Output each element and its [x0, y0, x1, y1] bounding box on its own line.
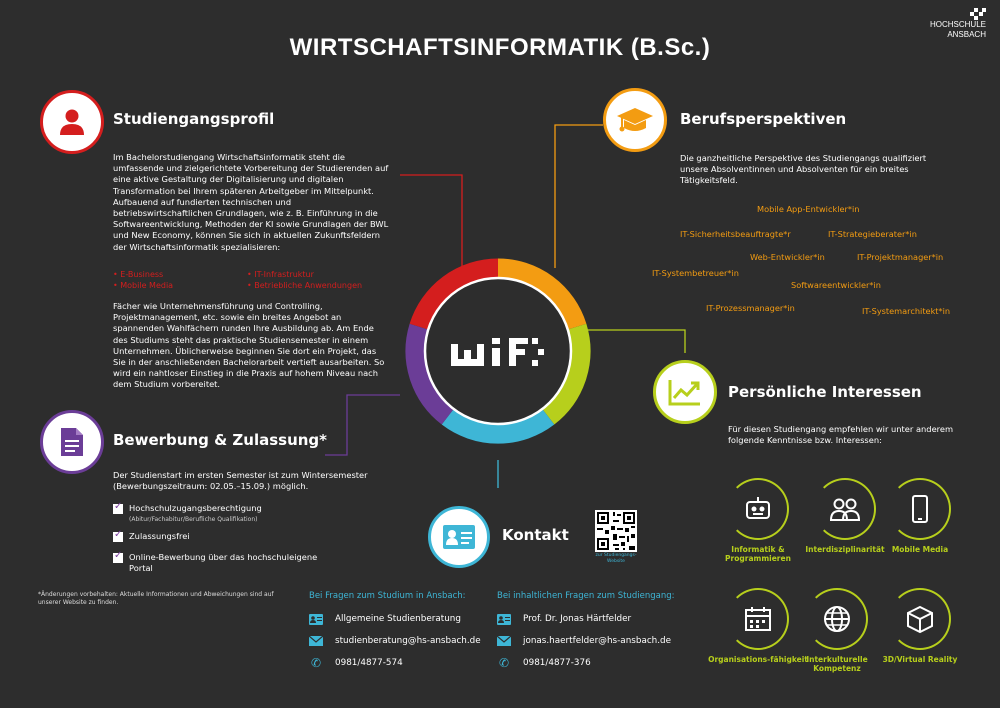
mail-icon [497, 635, 511, 647]
qr-caption: zur Studiengangs-Website [595, 553, 637, 564]
contact-left-heading: Bei Fragen zum Studium in Ansbach: [309, 591, 466, 601]
contact-right-name-row [497, 613, 631, 625]
logo-line2: ANSBACH [947, 30, 986, 39]
job-item: IT-Strategieberater*in [828, 229, 917, 239]
checkbox-icon [113, 553, 123, 563]
document-icon [40, 410, 104, 474]
id-card-icon [497, 613, 511, 625]
phone-icon: ✆ [498, 656, 510, 670]
profile-heading: Studiengangsprofil [113, 110, 275, 128]
qr-code[interactable] [595, 510, 637, 552]
interest-label: Informatik & Programmieren [725, 545, 791, 563]
page-title: WIRTSCHAFTSINFORMATIK (B.Sc.) [289, 34, 711, 61]
interest-label: Mobile Media [891, 545, 949, 554]
wif-ring-logo [405, 258, 591, 444]
interest-label: Organisations-fähigkeit [708, 655, 808, 664]
footnote: *Änderungen vorbehalten: Aktuelle Informationen und Abweichungen sind auf unserer Website zu finden. [38, 591, 274, 606]
requirements-list [113, 503, 343, 574]
contact-right-email[interactable]: jonas.haertfelder@hs-ansbach.de [523, 636, 672, 646]
interests-text: Für diesen Studiengang empfehlen wir unter anderem folgende Kenntnisse bzw. Interessen: [728, 424, 954, 446]
checkbox-icon [113, 532, 123, 542]
job-item: Mobile App-Entwickler*in [757, 204, 860, 214]
focus-item: • E-Business [113, 270, 164, 279]
graduation-cap-icon [603, 88, 667, 152]
focus-item: • IT-Infrastruktur [247, 270, 314, 279]
application-text: Der Studienstart im ersten Semester ist zum Wintersemester (Bewerbungszeitraum: 02.05.–15.09.) möglich. [113, 470, 368, 492]
interest-label: Interkulturelle Kompetenz [806, 655, 868, 673]
contact-right-email-row [497, 635, 671, 647]
interests-heading: Persönliche Interessen [728, 383, 922, 401]
requirement-sub: (Abitur/Fachabitur/Berufliche Qualifikation) [129, 516, 258, 523]
logo-line1: HOCHSCHULE [929, 20, 986, 29]
requirement-item [113, 503, 343, 525]
id-card-icon [309, 613, 323, 625]
requirement-item [113, 531, 343, 542]
job-item: Web-Entwickler*in [750, 252, 825, 262]
contact-left-email[interactable]: studienberatung@hs-ansbach.de [335, 636, 481, 646]
contact-right-phone[interactable]: 0981/4877-376 [523, 658, 591, 668]
contact-left-phone[interactable]: 0981/4877-574 [335, 658, 403, 668]
robot-icon [727, 478, 789, 540]
application-heading: Bewerbung & Zulassung* [113, 431, 328, 449]
focus-list-left [113, 269, 173, 291]
requirement-label: Hochschulzugangsberechtigung [129, 503, 262, 513]
contact-left-name-row [309, 613, 461, 625]
requirement-label: Online-Bewerbung über das hochschuleigene Portal [129, 552, 318, 573]
interest-label: Interdisziplinarität [805, 545, 885, 554]
contact-heading: Kontakt [502, 526, 569, 544]
checkbox-icon [113, 504, 123, 514]
interest-item [708, 478, 808, 563]
focus-list-right [247, 269, 362, 291]
smartphone-icon [889, 478, 951, 540]
cube-icon [889, 588, 951, 650]
job-item: IT-Projektmanager*in [857, 252, 944, 262]
contact-right-name: Prof. Dr. Jonas Härtfelder [523, 614, 632, 624]
job-item: IT-Systemarchitekt*in [862, 306, 951, 316]
job-item: Softwareentwickler*in [791, 280, 881, 290]
contact-right-phone-row [497, 657, 591, 669]
contact-right-heading: Bei inhaltlichen Fragen zum Studiengang: [497, 591, 675, 601]
job-item: IT-Systembetreuer*in [652, 268, 739, 278]
requirement-item [113, 552, 343, 574]
contact-left-phone-row [309, 657, 403, 669]
career-heading: Berufsperspektiven [680, 110, 847, 128]
profile-intro: Im Bachelorstudiengang Wirtschaftsinformatik steht die umfassende und zielgerichtete Vorbereitung der Studierenden auf eine aktive Gestaltung der Digitalisierung und digitalen Transformation bei Ihrem späteren Arbeitgeber im Mittelpunkt. Aufbauend auf fundierten technischen und betriebswirtschaftlichen Grundlagen, wie z. B. Einführung in die Softwareentwicklung, Methoden der KI sowie Grundlagen der BWL und New Economy, können Sie sich in aktuellen Zukunftsfeldern der Wirtschaftsinformatik spezialisieren: [113, 152, 389, 252]
phone-icon: ✆ [310, 656, 322, 670]
contact-left-name: Allgemeine Studienberatung [335, 614, 461, 624]
focus-item: • Betriebliche Anwendungen [247, 281, 363, 290]
career-text: Die ganzheitliche Perspektive des Studiengangs qualifiziert unsere Absolventinnen und Absolventen für ein breites Tätigkeitsfeld. [680, 153, 927, 186]
requirement-label: Zulassungsfrei [129, 531, 190, 541]
interest-item [870, 588, 970, 664]
mail-icon [309, 635, 323, 647]
chart-growth-icon [653, 360, 717, 424]
interest-item [870, 478, 970, 554]
contact-card-icon [428, 506, 490, 568]
job-item: IT-Prozessmanager*in [706, 303, 795, 313]
profile-outro: Fächer wie Unternehmensführung und Controlling, Projektmanagement, etc. sowie ein breites Angebot an spannenden Wahlfächern runden Ihre Ausbildung ab. Am Ende des Studiums steht das praktische Studiensemester in einem Unternehmen. Üblicherweise beginnen Sie dort ein Projekt, das Sie in der anschließenden Bachelorarbeit vertieft ausarbeiten. So wird ein nahtloser Einstieg in die Praxis auf hohem Niveau nach dem Studium vorbereitet. [113, 301, 385, 390]
focus-item: • Mobile Media [113, 281, 174, 290]
globe-icon [806, 588, 868, 650]
people-icon [814, 478, 876, 540]
interest-label: 3D/Virtual Reality [882, 655, 958, 664]
person-icon [40, 90, 104, 154]
job-item: IT-Sicherheitsbeauftragte*r [680, 229, 791, 239]
contact-left-email-row [309, 635, 481, 647]
calendar-icon [727, 588, 789, 650]
